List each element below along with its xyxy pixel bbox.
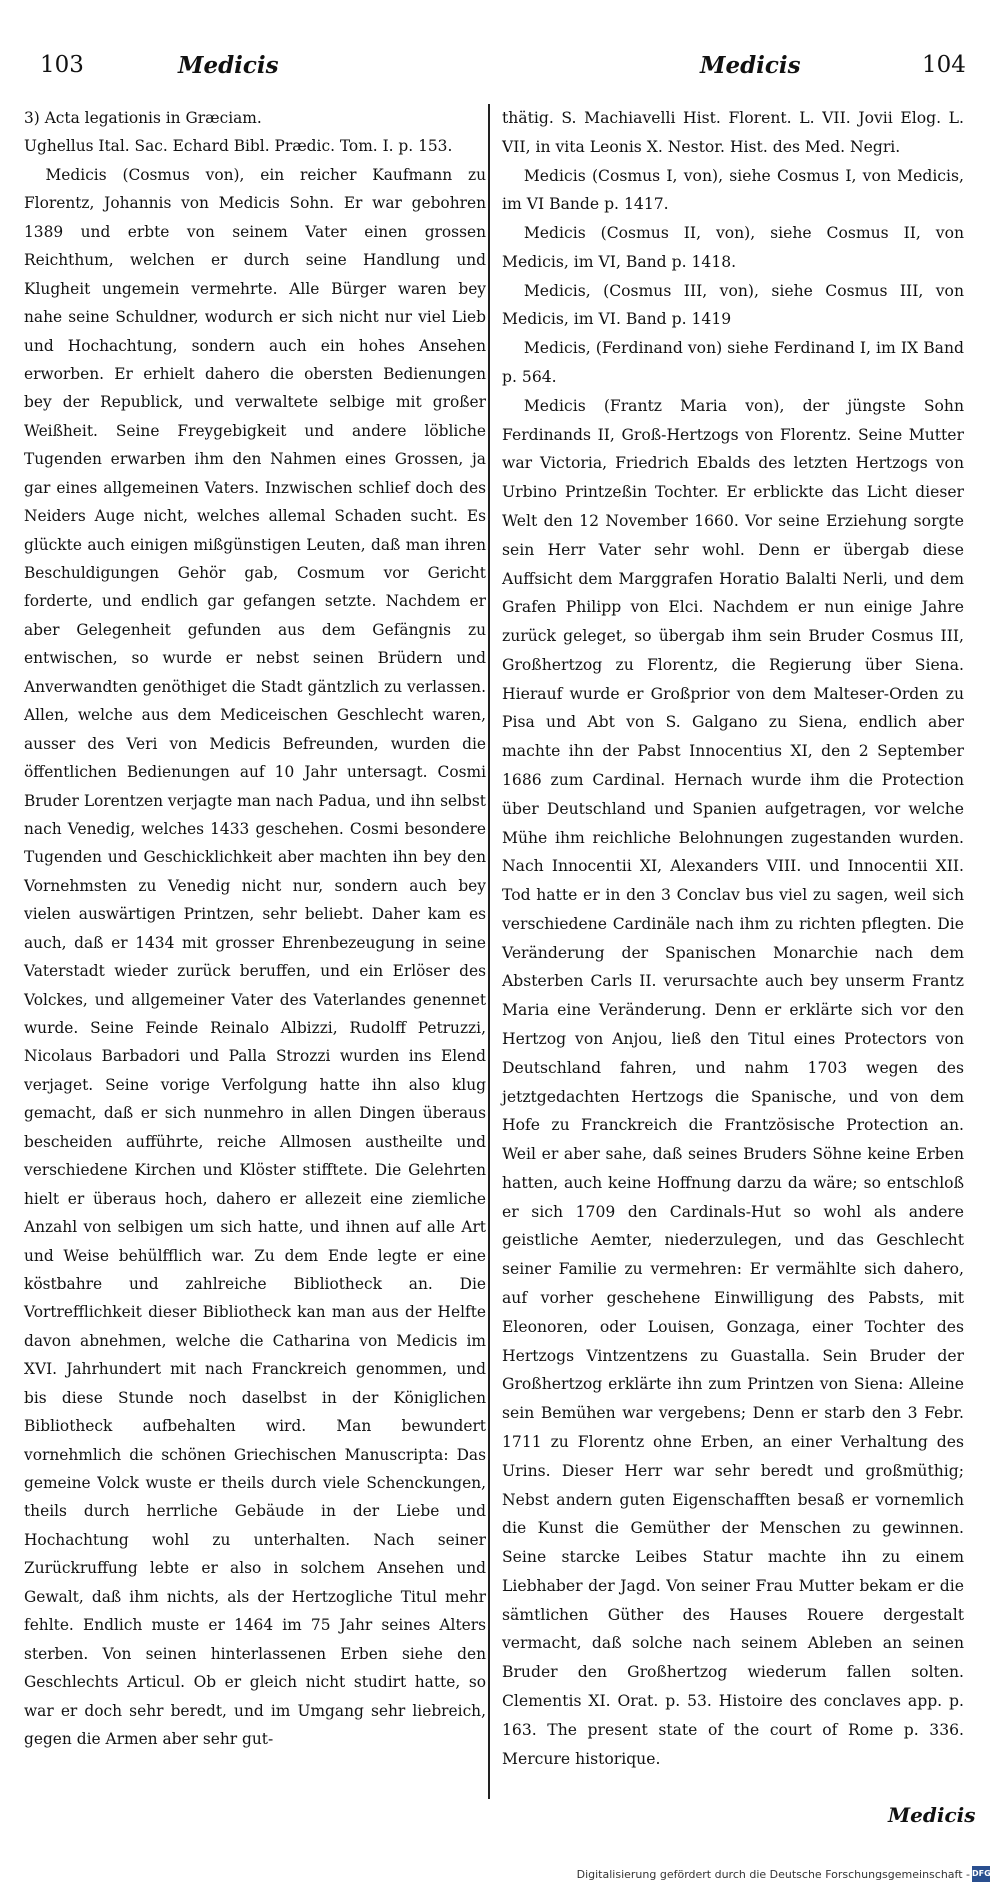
left-running-head: Medicis bbox=[178, 52, 279, 79]
right-entry-frantz-maria: Medicis (Frantz Maria von), der jüngste Sohn Ferdinands II, Groß-Hertzogs von Florentz. Seine Mutter war Victoria, Friedrich Ebalds des letzten Hertzogs von Urbino Printzeßin Tochter. Er erblickte das Licht dieser Welt den 12 November 1660. Vor seine Erziehung sorgte sein Herr Vater sehr wohl. Denn er übergab diese Auffsicht dem Marggrafen Horatio Balalti Nerli, und dem Grafen Philipp von Elci. Nachdem er nun einige Jahre zurück geleget, so übergab ihm sein Bruder Cosmus III, Großhertzog zu Florentz, die Regierung über Siena. Hierauf wurde er Großprior von dem Malteser-Orden zu Pisa und Abt von S. Galgano zu Siena, endlich aber machte ihn der Pabst Innocentius XI, den 2 September 1686 zum Cardinal. Hernach wurde ihm die Protection über Deutschland und Spanien aufgetragen, vor welche Mühe ihm reichliche Belohnungen zugestanden wurden. Nach Innocentii XI, Alexanders VIII. und Innocentii XII. Tod hatte er in den 3 Conclav bus viel zu sagen, weil sich verschiedene Cardinäle nach ihm zu richten pflegten. Die Veränderung der Spanischen Monarchie nach dem Absterben Carls II. verursachte auch bey unserm Frantz Maria eine Veränderung. Denn er erklärte sich vor den Hertzog von Anjou, ließ den Titul eines Protectors von Deutschland fahren, und nahm 1703 wegen des jetztgedachten Hertzogs die Spanische, und von dem Hofe zu Franckreich die Frantzösische Protection an. Weil er aber sahe, daß seines Bruders Söhne keine Erben hatten, auch keine Hoffnung darzu da wäre; so entschloß er sich 1709 den Cardinals-Hut so wohl als andere geistliche Aemter, niederzulegen, und das Geschlecht seiner Familie zu vermehren: Er vermählte sich dahero, auf vorher geschehene Einwilligung des Pabsts, mit Eleonoren, oder Louisen, Gonzaga, einer Tochter des Hertzogs Vintzentzens zu Guastalla. Sein Bruder der Großhertzog erklärte ihn zum Printzen von Siena: Alleine sein Bemühen war vergebens; Denn er starb den 3 Febr. 1711 zu Florentz ohne Erben, an einer Verhaltung des Urins. Dieser Herr war sehr beredt und großmüthig; Nebst andern guten Eigenschafften besaß er vornemlich die Kunst die Gemüther der Menschen zu gewinnen. Seine starcke Leibes Statur machte ihn zu einem Liebhaber der Jagd. Von seiner Frau Mutter bekam er die sämtlichen Güther des Hauses Rouere dergestalt vermacht, daß solche nach seinem Ableben an seinen Bruder den Großhertzog wiederum fallen solten. Clementis XI. Orat. p. 53. Histoire des conclaves app. p. 163. The present state of the court of Rome p. 336. Mercure historique. bbox=[502, 396, 964, 1768]
right-entry-continuation: thätig. S. Machiavelli Hist. Florent. L. VII. Jovii Elog. L. VII, in vita Leonis X. Nestor. Hist. des Med. Negri. bbox=[502, 109, 964, 156]
right-entry-cosmus-1: Medicis (Cosmus I, von), siehe Cosmus I, von Medicis, im VI Bande p. 1417. bbox=[502, 166, 964, 214]
left-entry-cosmus: Medicis (Cosmus von), ein reicher Kaufmann zu Florentz, Johannis von Medicis Sohn. Er war gebohren 1389 und erbte von seinem Vater einen grossen Reichthum, welchen er durch seine Handlung und Klugheit ungemein vermehrte. Alle Bürger waren bey nahe seine Schuldner, wodurch er sich nicht nur viel Lieb und Hochachtung, sondern auch ein hohes Ansehen erworben. Er erhielt dahero die obersten Bedienungen bey der Republick, und verwaltete selbige mit großer Weißheit. Seine Freygebigkeit und andere löbliche Tugenden erwarben ihm den Nahmen eines Grossen, ja gar eines allgemeinen Vaters. Inzwischen schlief doch des Neiders Auge nicht, welches allemal Schaden sucht. Es glückte auch einigen mißgünstigen Leuten, daß man ihren Beschuldigungen Gehör gab, Cosmum vor Gericht forderte, und endlich gar gefangen setzte. Nachdem er aber Gelegenheit gefunden aus dem Gefängnis zu entwischen, so wurde er nebst seinen Brüdern und Anverwandten genöthiget die Stadt gäntzlich zu verlassen. Allen, welche aus dem Mediceischen Geschlecht waren, ausser des Veri von Medicis Befreunden, wurden die öffentlichen Bedienungen auf 10 Jahr untersagt. Cosmi Bruder Lorentzen verjagte man nach Padua, und ihn selbst nach Venedig, welches 1433 geschehen. Cosmi besondere Tugenden und Geschicklichkeit aber machten ihn bey den Vornehmsten zu Venedig nicht nur, sondern auch bey vielen auswärtigen Printzen, sehr beliebt. Daher kam es auch, daß er 1434 mit grosser Ehrenbezeugung in seine Vaterstadt wieder zurück beruffen, und ein Erlöser des Volckes, und allgemeiner Vater des Vaterlandes genennet wurde. Seine Feinde Reinalo Albizzi, Rudolff Petruzzi, Nicolaus Barbadori und Palla Strozzi wurden ins Elend verjaget. Seine vorige Verfolgung hatte ihn also klug gemacht, daß er sich nunmehro in allen Dingen überaus bescheiden aufführte, reiche Allmosen austheilte und verschiedene Kirchen und Klöster stifftete. Die Gelehrten hielt er überaus hoch, dahero er allezeit eine ziemliche Anzahl von selbigen um sich hatte, und ihnen auf alle Art und Weise behülfflich war. Zu dem Ende legte er eine köstbahre und zahlreiche Bibliotheck an. Die Vortrefflichkeit dieser Bibliotheck kan man aus der Helfte davon abnehmen, welche die Catharina von Medicis im XVI. Jahrhundert mit nach Franckreich genommen, und bis diese Stunde noch daselbst in der Königlichen Bibliotheck aufbehalten wird. Man bewundert vornehmlich die schönen Griechischen Manuscripta: Das gemeine Volck wuste er theils durch viele Schenckungen, theils durch herrliche Gebäude in der Liebe und Hochachtung wohl zu unterhalten. Nach seiner Zurückruffung lebte er also in solchem Ansehen und Gewalt, daß ihm nichts, als der Hertzogliche Titul mehr fehlte. Endlich muste er 1464 im 75 Jahr seines Alters sterben. Von seinen hinterlassenen Erben siehe den Geschlechts Articul. Ob er gleich nicht studirt hatte, so war er doch sehr beredt, und im Umgang sehr liebreich, gegen die Armen aber sehr gut- bbox=[24, 165, 486, 1748]
right-column bbox=[502, 104, 964, 1773]
left-column bbox=[24, 104, 486, 1753]
dfg-logo-icon: DFG bbox=[972, 1866, 990, 1882]
right-running-head: Medicis bbox=[700, 52, 801, 79]
right-page-number: 104 bbox=[922, 52, 966, 78]
right-entry-cosmus-3: Medicis, (Cosmus III, von), siehe Cosmus III, von Medicis, im VI. Band p. 1419 bbox=[502, 281, 964, 329]
right-entry-cosmus-2: Medicis (Cosmus II, von), siehe Cosmus II, von Medicis, im VI, Band p. 1418. bbox=[502, 224, 964, 271]
footer-text: Digitalisierung gefördert durch die Deutsche Forschungsgemeinschaft - bbox=[576, 1868, 970, 1881]
left-entry-ughellus: Ughellus Ital. Sac. Echard Bibl. Prædic. Tom. I. p. 153. bbox=[24, 137, 453, 156]
left-entry-acta: 3) Acta legationis in Græciam. bbox=[24, 109, 262, 127]
page-header bbox=[0, 52, 1000, 86]
catchword: Medicis bbox=[888, 1803, 976, 1827]
digitization-footer bbox=[520, 1866, 990, 1886]
column-divider bbox=[488, 104, 490, 1799]
left-page-number: 103 bbox=[40, 52, 84, 78]
right-entry-ferdinand: Medicis, (Ferdinand von) siehe Ferdinand I, im IX Band p. 564. bbox=[502, 339, 964, 387]
